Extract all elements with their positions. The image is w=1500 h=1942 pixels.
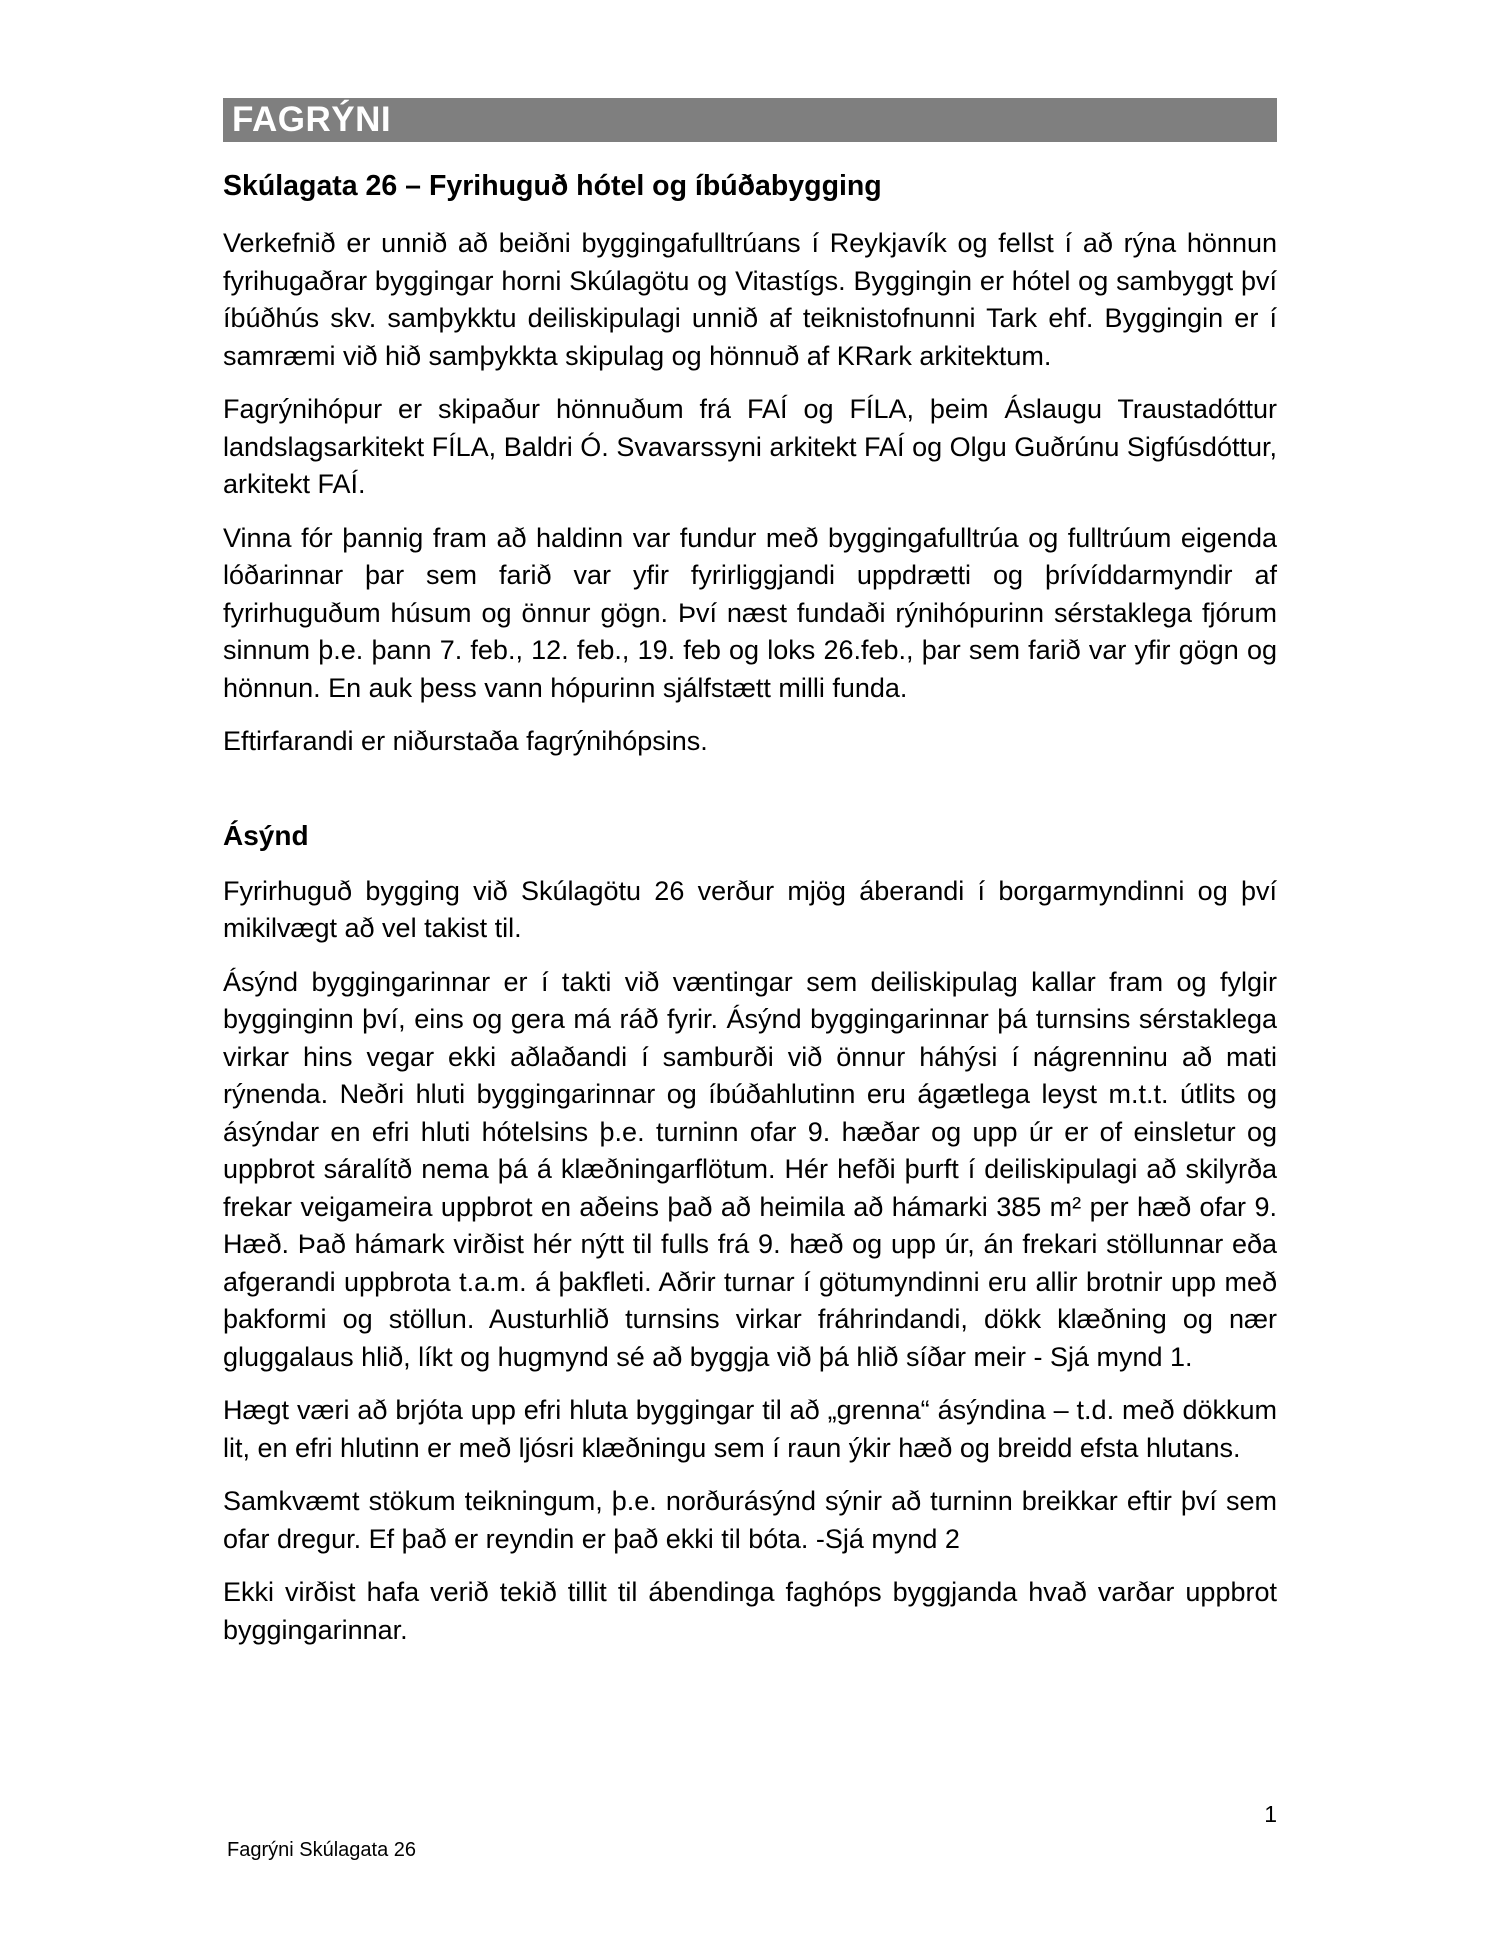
footer-document-label: Fagrýni Skúlagata 26 (227, 1839, 417, 1861)
document-title: Skúlagata 26 – Fyrihuguð hótel og íbúðabygging (223, 170, 882, 202)
intro-paragraph-4: Eftirfarandi er niðurstaða fagrýnihópsins. (223, 726, 708, 756)
intro-paragraph-3: Vinna fór þannig fram að haldinn var fundur með byggingafulltrúa og fulltrúum eigenda lóðarinnar þar sem farið var yfir fyrirliggjandi uppdrætti og þrívíddarmyndir af fyrirhuguðum húsum og önnur gögn. Því næst fundaði rýnihópurinn sérstaklega fjórum sinnum þ.e. þann 7. feb., 12. feb., 19. feb og loks 26.feb., þar sem farið var yfir gögn og hönnun. En auk þess vann hópurinn sjálfstætt milli funda. (223, 522, 1277, 703)
asynd-paragraph-2: Ásýnd byggingarinnar er í takti við væntingar sem deiliskipulag kallar fram og fylgir bygginginn því, eins og gera má ráð fyrir. Ásýnd byggingarinnar þá turnsins sérstaklega virkar hins vegar ekki aðlaðandi í samburði við önnur háhýsi í nágrenninu að mati rýnenda. Neðri hluti byggingarinnar og íbúðahlutinn eru ágætlega leyst m.t.t. útlits og ásýndar en efri hluti hótelsins þ.e. turninn ofar 9. hæðar og upp úr er of einsletur og uppbrot sáralítð nema þá á klæðningarflötum. Hér hefði þurft í deiliskipulagi að skilyrða frekar veigameira uppbrot en aðeins það að heimila að hámarki 385 m² per hæð ofar 9. Hæð. Það hámark virðist hér nýtt til fulls frá 9. hæð og upp úr, án frekari stöllunnar eða afgerandi uppbrota t.a.m. á þakfleti. Aðrir turnar í götumyndinni eru allir brotnir upp með þakformi og stöllun. Austurhlið turnsins virkar fráhrindandi, dökk klæðning og nær gluggalaus hlið, líkt og hugmynd sé að byggja við þá hlið síðar meir - Sjá mynd 1. (223, 966, 1277, 1372)
asynd-paragraph-1: Fyrirhuguð bygging við Skúlagötu 26 verður mjög áberandi í borgarmyndinni og því mikilvægt að vel takist til. (223, 875, 1277, 943)
asynd-paragraph-3: Hægt væri að brjóta upp efri hluta byggingar til að „grenna“ ásýndina – t.d. með dökkum lit, en efri hlutinn er með ljósri klæðningu sem í raun ýkir hæð og breidd efsta hlutans. (223, 1395, 1277, 1463)
intro-paragraph-1: Verkefnið er unnið að beiðni byggingafulltrúans í Reykjavík og fellst í að rýna hönnun fyrihugaðrar byggingar horni Skúlagötu og Vitastígs. Byggingin er hótel og sambyggt því íbúðhús skv. samþykktu deiliskipulagi unnið af teiknistofnunni Tark ehf. Byggingin er í samræmi við hið samþykkta skipulag og hönnuð af KRark arkitektum. (223, 228, 1277, 371)
asynd-paragraph-5: Ekki virðist hafa verið tekið tillit til ábendinga faghóps byggjanda hvað varðar uppbrot byggingarinnar. (223, 1577, 1277, 1645)
page-number: 1 (1264, 1801, 1277, 1827)
document-banner: FAGRÝNI (223, 98, 1277, 142)
document-page (223, 0, 1277, 1649)
intro-paragraph-2: Fagrýnihópur er skipaður hönnuðum frá FAÍ og FÍLA, þeim Áslaugu Traustadóttur landslagsarkitekt FÍLA, Baldri Ó. Svavarssyni arkitekt FAÍ og Olgu Guðrúnu Sigfúsdóttur, arkitekt FAÍ. (223, 394, 1277, 499)
section-heading-asynd: Ásýnd (223, 819, 309, 851)
asynd-paragraph-4: Samkvæmt stökum teikningum, þ.e. norðurásýnd sýnir að turninn breikkar eftir því sem ofar dregur. Ef það er reyndin er það ekki til bóta. -Sjá mynd 2 (223, 1486, 1277, 1554)
